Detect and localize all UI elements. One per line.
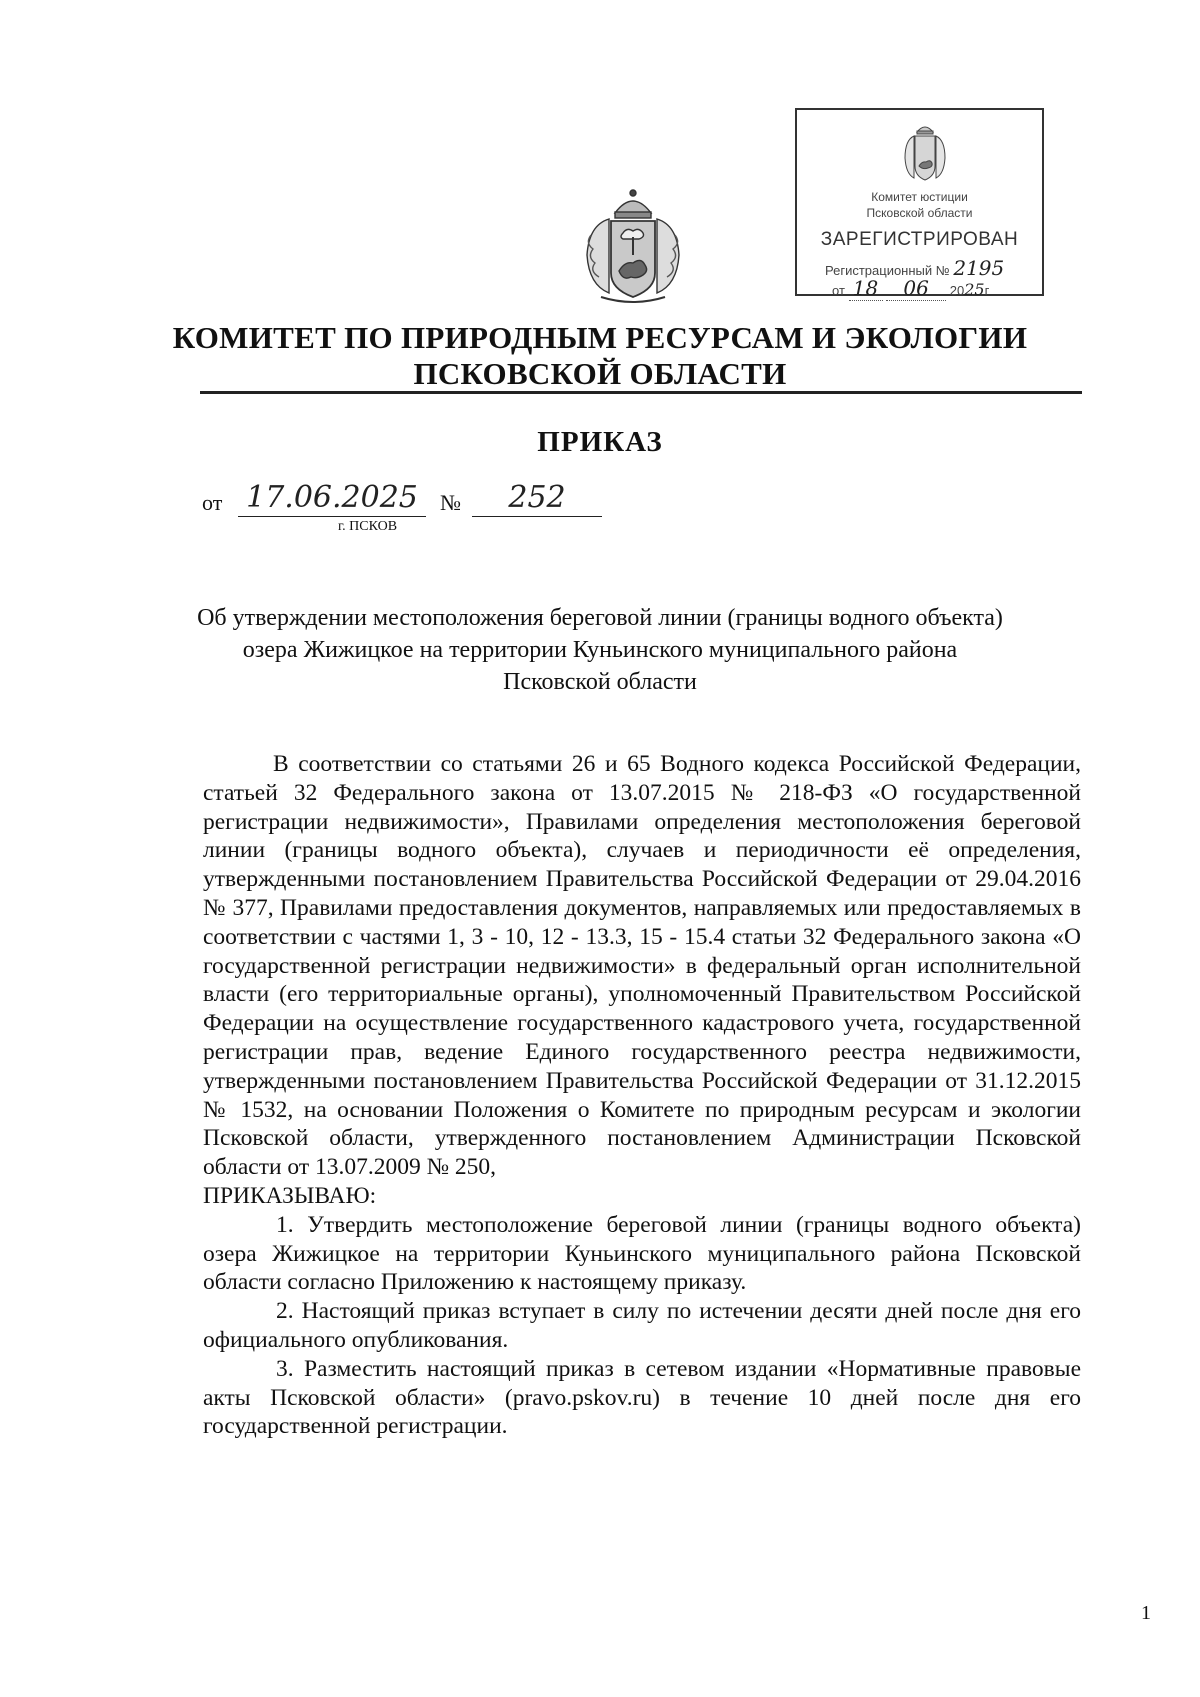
page-number: 1 — [1141, 1602, 1151, 1624]
stamp-reg-number: 2195 — [953, 256, 1005, 280]
order-title-line2: озера Жижицкое на территории Куньинского муниципального района — [242, 637, 958, 663]
stamp-org-line1: Комитет юстиции — [871, 190, 968, 204]
order-title-line3: Псковской области — [503, 669, 697, 695]
decree-word: ПРИКАЗЫВАЮ: — [203, 1182, 377, 1209]
stamp-date-prefix: от — [832, 283, 845, 298]
stamp-reg-label: Регистрационный № — [825, 263, 950, 278]
stamp-date-day: 18 — [849, 276, 883, 301]
stamp-year-suffix: 25 — [964, 280, 985, 299]
org-name-line1: КОМИТЕТ ПО ПРИРОДНЫМ РЕСУРСАМ И ЭКОЛОГИИ — [172, 320, 1028, 355]
order-item-2: 2. Настоящий приказ вступает в силу по истечении десяти дней после дня его официального опубликования. — [203, 1298, 1081, 1353]
pskov-coat-of-arms-icon — [579, 185, 687, 305]
stamp-status: ЗАРЕГИСТРИРОВАН — [820, 229, 1019, 250]
order-body — [203, 750, 1081, 1441]
org-name-line2: ПСКОВСКОЙ ОБЛАСТИ — [413, 356, 787, 391]
header-divider — [200, 391, 1082, 394]
order-city: г. ПСКОВ — [338, 519, 398, 534]
stamp-date-line — [832, 276, 989, 301]
order-number-prefix: № — [440, 490, 461, 515]
stamp-year-prefix: 20 — [949, 283, 965, 298]
stamp-date-month: 06 — [886, 276, 946, 301]
order-date: 17.06.2025 — [238, 480, 426, 517]
document-type: ПРИКАЗ — [537, 426, 663, 458]
stamp-org-line2: Псковской области — [866, 206, 973, 220]
stamp-year-letter: г — [984, 283, 990, 298]
order-title-line1: Об утверждении местоположения береговой линии (границы водного объекта) — [197, 605, 1003, 631]
order-item-3: 3. Разместить настоящий приказ в сетевом издании «Нормативные правовые акты Псковской области» (pravo.pskov.ru) в течение 10 дней после дня его государственной регистрации. — [203, 1355, 1081, 1440]
order-number: 252 — [472, 480, 602, 517]
order-item-1: 1. Утвердить местоположение береговой линии (границы водного объекта) озера Жижицкое на территории Куньинского муниципального района Псковской области согласно Приложению к настоящему приказу. — [203, 1211, 1081, 1296]
stamp-coat-of-arms-icon — [902, 120, 948, 186]
order-date-prefix: от — [202, 490, 223, 515]
registration-stamp — [795, 108, 1044, 300]
preamble-paragraph: В соответствии со статьями 26 и 65 Водного кодекса Российской Федерации, статьей 32 Федерального закона от 13.07.2015 № 218-ФЗ «О государственной регистрации недвижимости», Правилами определения местоположения береговой линии (границы водного объекта), случаев и периодичности её определения, утвержденными постановлением Правительства Российской Федерации от 29.04.2016 № 377, Правилами предоставления документов, направляемых или предоставляемых в соответствии с частями 1, 3 - 10, 12 - 13.3, 15 - 15.4 статьи 32 Федерального закона «О государственной регистрации недвижимости» в федеральный орган исполнительной власти (его территориальные органы), уполномоченный Правительством Российской Федерации на осуществление государственного кадастрового учета, государственной регистрации прав, ведение Единого государственного реестра недвижимости, утвержденными постановлением Правительства Российской Федерации от 31.12.2015 № 1532, на основании Положения о Комитете по природным ресурсам и экологии Псковской области, утвержденного постановлением Администрации Псковской области от 13.07.2009 № 250, — [203, 751, 1081, 1181]
